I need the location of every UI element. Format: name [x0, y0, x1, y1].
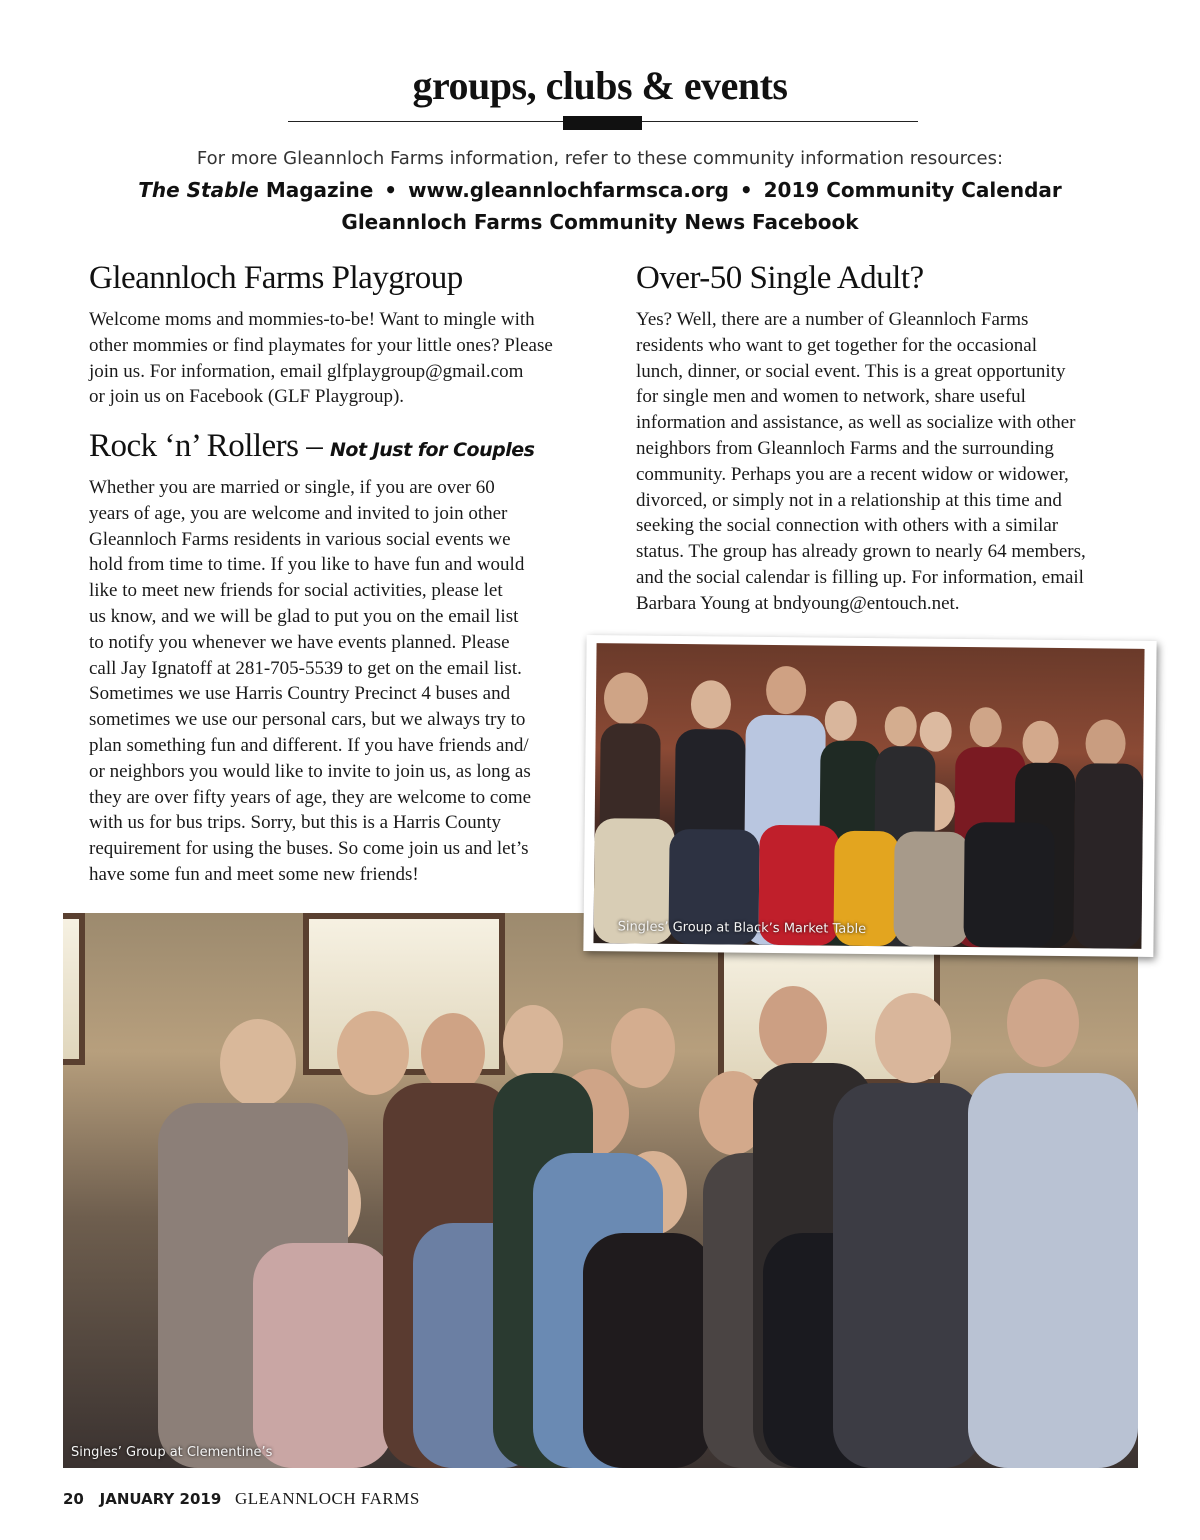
- text-line: neighbors from Gleannloch Farms and the surrounding: [636, 437, 1054, 459]
- text-line: residents who want to get together for the occasional: [636, 334, 1037, 356]
- facebook-resource: Gleannloch Farms Community News Facebook: [341, 210, 859, 234]
- playgroup-heading: Gleannloch Farms Playgroup: [89, 260, 463, 296]
- rock-heading-subtitle: Not Just for Couples: [330, 439, 535, 461]
- text-line: years of age, you are welcome and invited to join other: [89, 502, 508, 524]
- bullet-separator: •: [739, 178, 753, 202]
- resources-intro: For more Gleannloch Farms information, refer to these community information resources:: [196, 148, 1004, 169]
- page-number: 20: [63, 1490, 84, 1508]
- small-photo-caption: Singles’ Group at Black’s Market Table: [617, 919, 867, 937]
- text-line: Whether you are married or single, if you are over 60: [89, 477, 495, 498]
- large-photo-caption: Singles’ Group at Clementine’s: [71, 1445, 273, 1460]
- rock-body: [89, 475, 589, 888]
- text-line: us know, and we will be glad to put you on the email list: [89, 605, 519, 627]
- rock-heading-title: Rock ‘n’ Rollers: [89, 428, 299, 464]
- text-line: seeking the social connection with others with a similar: [636, 515, 1059, 537]
- text-line: Barbara Young at bndyoung@entouch.net.: [636, 592, 960, 614]
- group-photo-blacks: [593, 643, 1144, 949]
- rock-heading: [89, 428, 609, 465]
- bullet-separator: •: [384, 178, 398, 202]
- text-line: hold from time to time. If you like to have fun and would: [89, 554, 525, 576]
- text-line: sometimes we use our personal cars, but we always try to: [89, 709, 526, 731]
- section-title: groups, clubs & events: [412, 63, 788, 108]
- text-line: lunch, dinner, or social event. This is a great opportunity: [636, 360, 1066, 382]
- text-line: Yes? Well, there are a number of Gleannloch Farms: [636, 309, 1029, 330]
- text-line: they are over fifty years of age, they are welcome to come: [89, 786, 532, 808]
- text-line: community. Perhaps you are a recent widow or widower,: [636, 463, 1069, 485]
- text-line: and the social calendar is filling up. For information, email: [636, 566, 1084, 588]
- group-photo-clementines: [63, 913, 1138, 1468]
- stable-suffix: Magazine: [265, 178, 374, 202]
- group-silhouettes: [593, 643, 1144, 949]
- over50-heading: Over-50 Single Adult?: [636, 260, 924, 296]
- text-line: Gleannloch Farms residents in various social events we: [89, 528, 511, 550]
- text-line: to notify you whenever we have events planned. Please: [89, 631, 510, 653]
- calendar-resource: 2019 Community Calendar: [763, 178, 1062, 202]
- group-photo-blacks-frame: [583, 635, 1156, 957]
- text-line: Welcome moms and mommies-to-be! Want to mingle with: [89, 309, 535, 330]
- text-line: for single men and women to network, share useful: [636, 386, 1026, 408]
- rock-heading-dash: –: [306, 428, 323, 464]
- website-link[interactable]: www.gleannlochfarmsca.org: [408, 178, 729, 202]
- text-line: status. The group has already grown to nearly 64 members,: [636, 541, 1086, 563]
- playgroup-body: [89, 307, 589, 410]
- group-silhouettes: [63, 913, 1138, 1468]
- text-line: divorced, or simply not in a relationship at this time and: [636, 489, 1062, 511]
- text-line: or join us on Facebook (GLF Playgroup).: [89, 386, 405, 408]
- text-line: with us for bus trips. Sorry, but this is a Harris County: [89, 812, 502, 834]
- magazine-name: GLEANNLOCH FARMS: [235, 1489, 420, 1508]
- stable-title: The Stable: [138, 178, 259, 202]
- text-line: requirement for using the buses. So come join us and let’s: [89, 838, 529, 860]
- text-line: join us. For information, email glfplaygroup@gmail.com: [89, 360, 524, 382]
- text-line: plan something fun and different. If you have friends and/: [89, 734, 529, 756]
- title-rule-accent: [563, 116, 642, 130]
- resources-list: [0, 178, 1200, 202]
- over50-body: [636, 307, 1136, 617]
- text-line: have some fun and meet some new friends!: [89, 863, 419, 885]
- text-line: or neighbors you would like to invite to join us, as long as: [89, 760, 531, 782]
- issue-date: JANUARY 2019: [99, 1490, 222, 1508]
- text-line: other mommies or find playmates for your little ones? Please: [89, 334, 553, 356]
- text-line: like to meet new friends for social activities, please let: [89, 580, 503, 602]
- text-line: information and assistance, as well as socialize with other: [636, 412, 1076, 434]
- page-footer: [63, 1489, 420, 1509]
- text-line: call Jay Ignatoff at 281-705-5539 to get on the email list.: [89, 657, 522, 679]
- text-line: Sometimes we use Harris Country Precinct 4 buses and: [89, 683, 511, 705]
